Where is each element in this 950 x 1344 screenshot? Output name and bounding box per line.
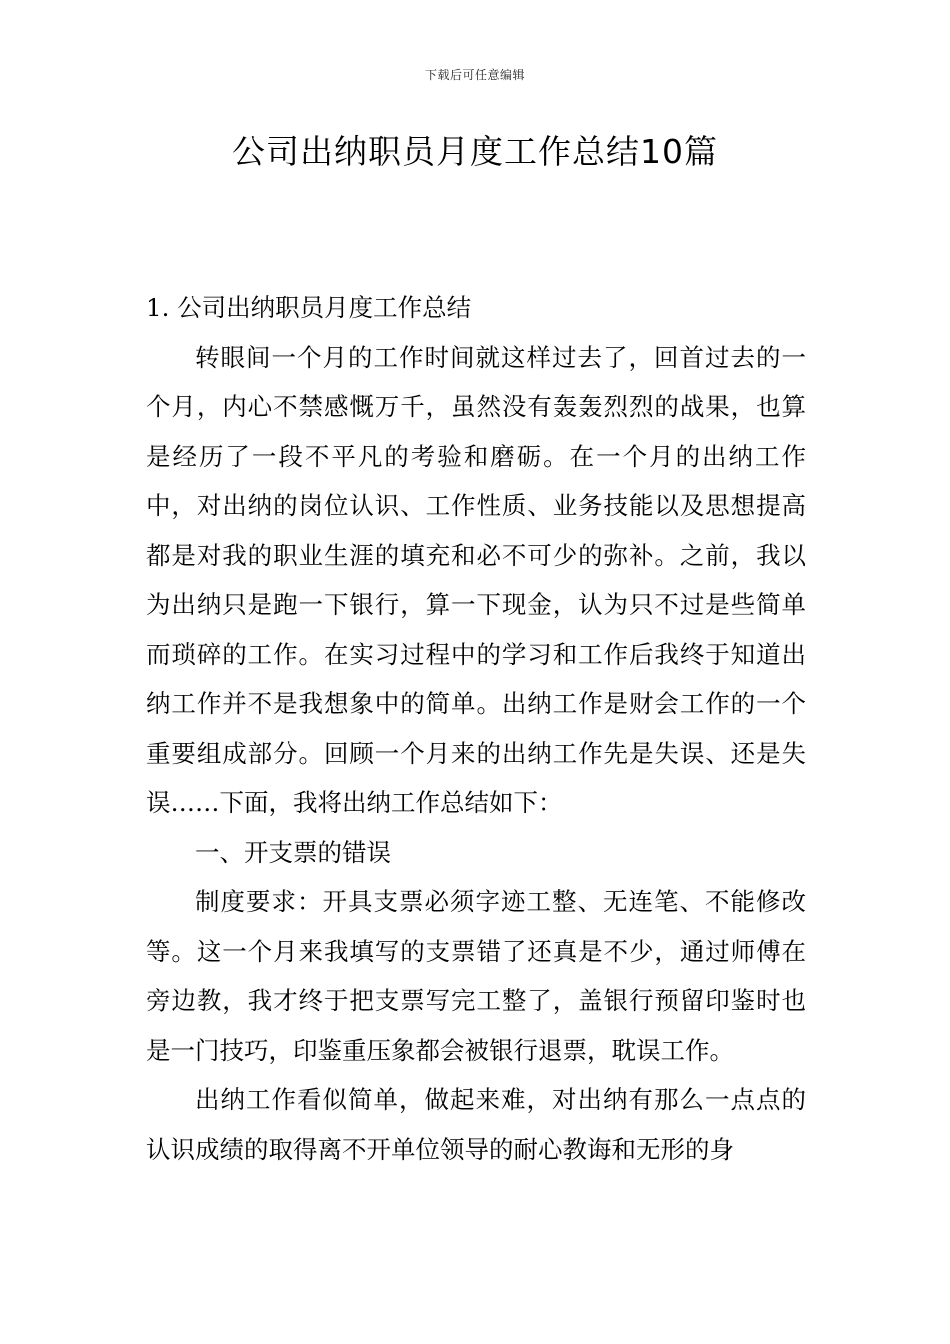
paragraph-reflection: 出纳工作看似简单，做起来难，对出纳有那么一点点的认识成绩的取得离不开单位领导的耐心教诲和无形的身 bbox=[146, 1085, 806, 1164]
document-body bbox=[146, 283, 806, 1174]
section-heading: 1. 公司出纳职员月度工作总结 bbox=[146, 293, 472, 322]
header-note: 下载后可任意编辑 bbox=[424, 68, 525, 82]
paragraph-cheque-rules: 制度要求：开具支票必须字迹工整、无连笔、不能修改等。这一个月来我填写的支票错了还真是不少，通过师傅在旁边教，我才终于把支票写完工整了，盖银行预留印鉴时也是一门技巧，印鉴重压象都会被银行退票，耽误工作。 bbox=[146, 887, 806, 1065]
paragraph-intro: 转眼间一个月的工作时间就这样过去了，回首过去的一个月，内心不禁感慨万千，虽然没有轰轰烈烈的战果，也算是经历了一段不平凡的考验和磨砺。在一个月的出纳工作中，对出纳的岗位认识、工作性质、业务技能以及思想提高都是对我的职业生涯的填充和必不可少的弥补。之前，我以为出纳只是跑一下银行，算一下现金，认为只不过是些简单而琐碎的工作。在实习过程中的学习和工作后我终于知道出纳工作并不是我想象中的简单。出纳工作是财会工作的一个重要组成部分。回顾一个月来的出纳工作先是失误、还是失误……下面，我将出纳工作总结如下： bbox=[146, 342, 806, 817]
subheading-cheque-errors: 一、开支票的错误 bbox=[195, 837, 391, 867]
document-title: 公司出纳职员月度工作总结10篇 bbox=[232, 132, 718, 171]
